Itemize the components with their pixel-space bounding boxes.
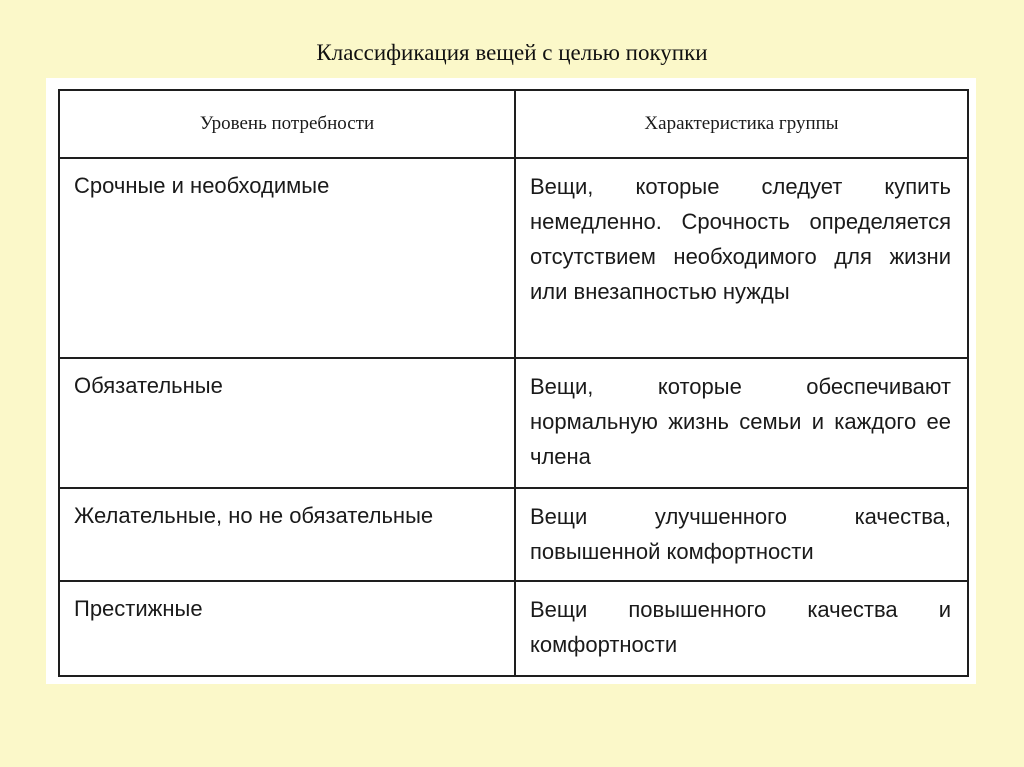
need-level-cell: Обязательные <box>59 358 515 488</box>
slide-title: Классификация вещей с целью покупки <box>316 40 708 65</box>
header-group-characteristic: Характеристика группы <box>515 90 968 158</box>
need-level-cell: Желательные, но не обязательные <box>59 488 515 581</box>
classification-table <box>58 89 969 677</box>
characteristic-cell: Вещи, которые обеспечивают нормальную жизнь семьи и каждого ее члена <box>515 358 968 488</box>
characteristic-cell: Вещи, которые следует купить немедленно. Срочность определяется отсутствием необходимого для жизни или внезапностью нужды <box>515 158 968 358</box>
characteristic-cell: Вещи улучшенного качества, повышенной комфортности <box>515 488 968 581</box>
table-row <box>59 158 968 358</box>
need-level-cell: Престижные <box>59 581 515 676</box>
table-header-row <box>59 90 968 158</box>
characteristic-cell: Вещи повышенного качества и комфортности <box>515 581 968 676</box>
need-level-cell: Срочные и необходимые <box>59 158 515 358</box>
table-row <box>59 488 968 581</box>
header-need-level: Уровень потребности <box>59 90 515 158</box>
table-row <box>59 358 968 488</box>
table-row <box>59 581 968 676</box>
